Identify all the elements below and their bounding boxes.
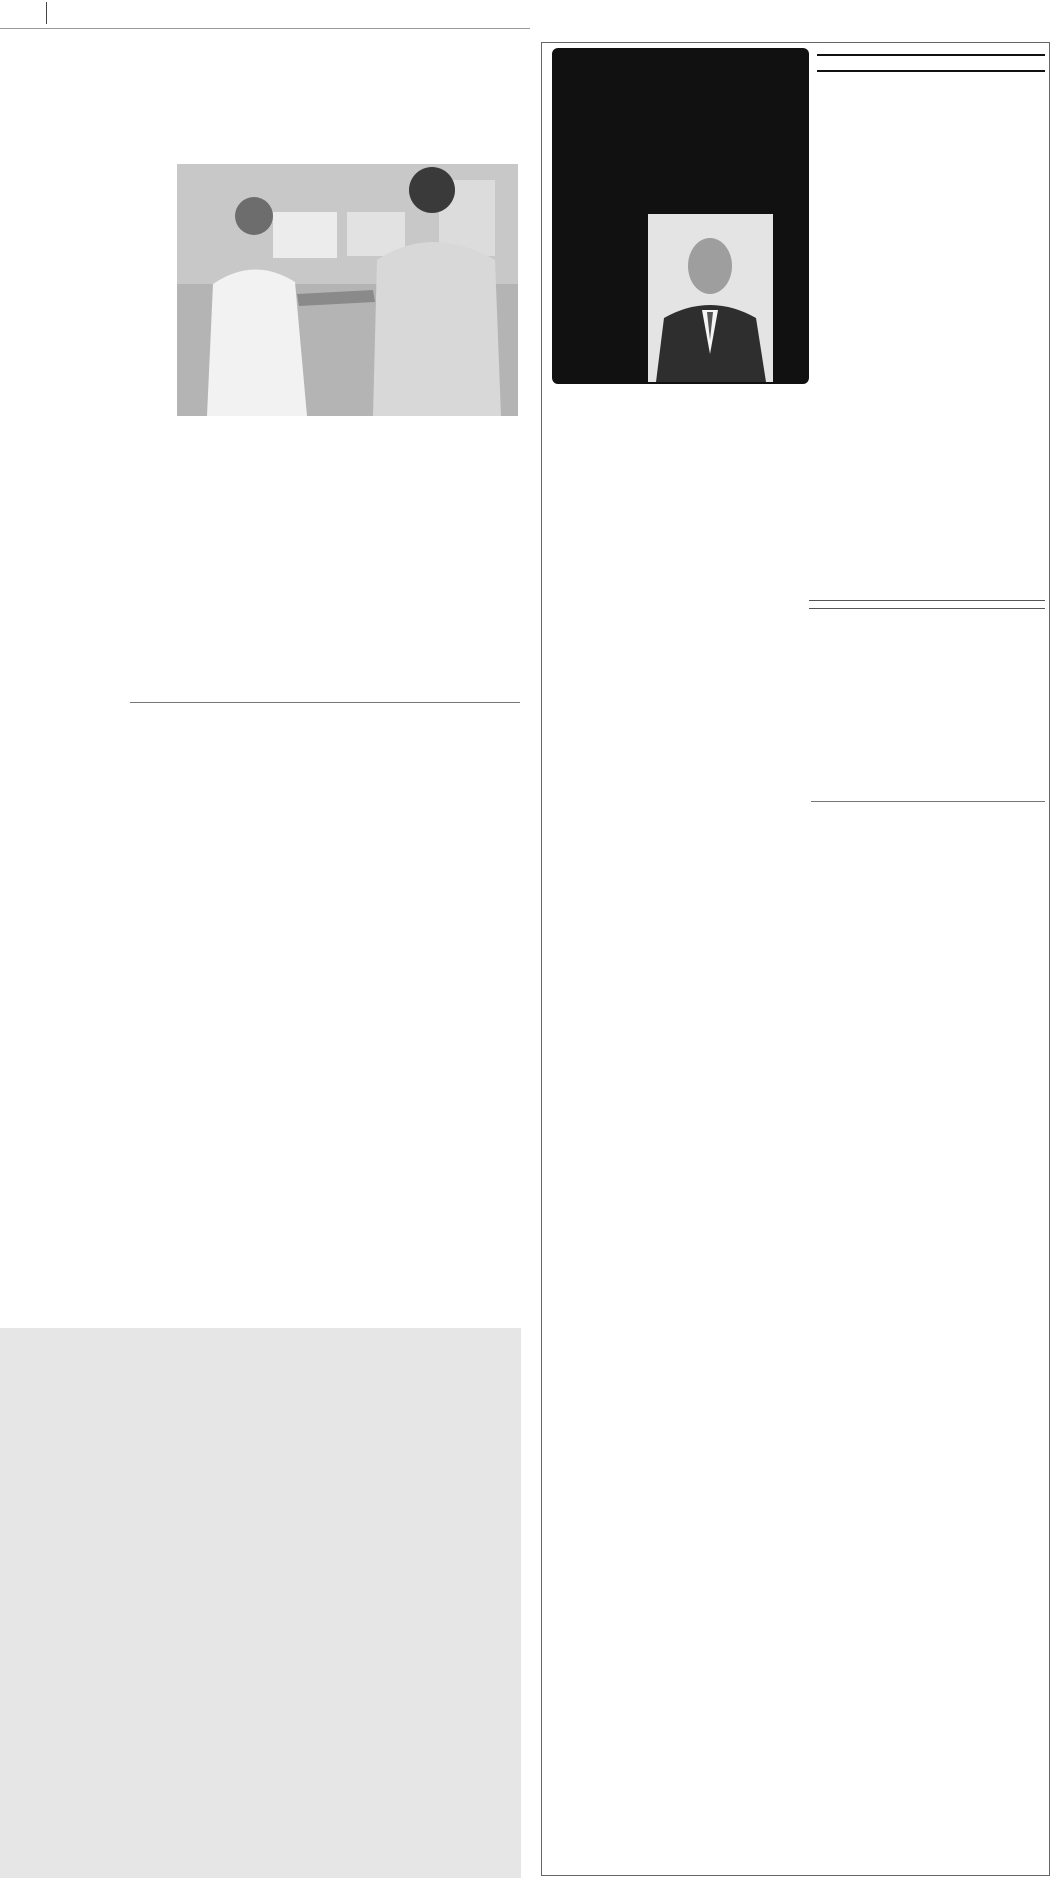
article3-col3 [350, 1422, 510, 1425]
article1-photo [177, 164, 518, 416]
posse-title [809, 599, 1045, 601]
sem-censura-logo [560, 414, 1034, 586]
corredor-title [817, 54, 1045, 72]
photo-icon [177, 164, 518, 416]
header-rule [0, 28, 530, 29]
article2-kicker-rule [130, 702, 520, 703]
columnist-photo [648, 214, 773, 382]
header-divider [46, 2, 47, 24]
article3-box [0, 1328, 521, 1878]
posse-block [809, 599, 1045, 612]
reabrindo-title [809, 607, 1045, 609]
notes-column [546, 622, 795, 628]
photo-icon [648, 214, 773, 382]
article2-col3 [356, 830, 520, 833]
columnist-block [552, 48, 809, 384]
flashes-title [811, 784, 1045, 802]
